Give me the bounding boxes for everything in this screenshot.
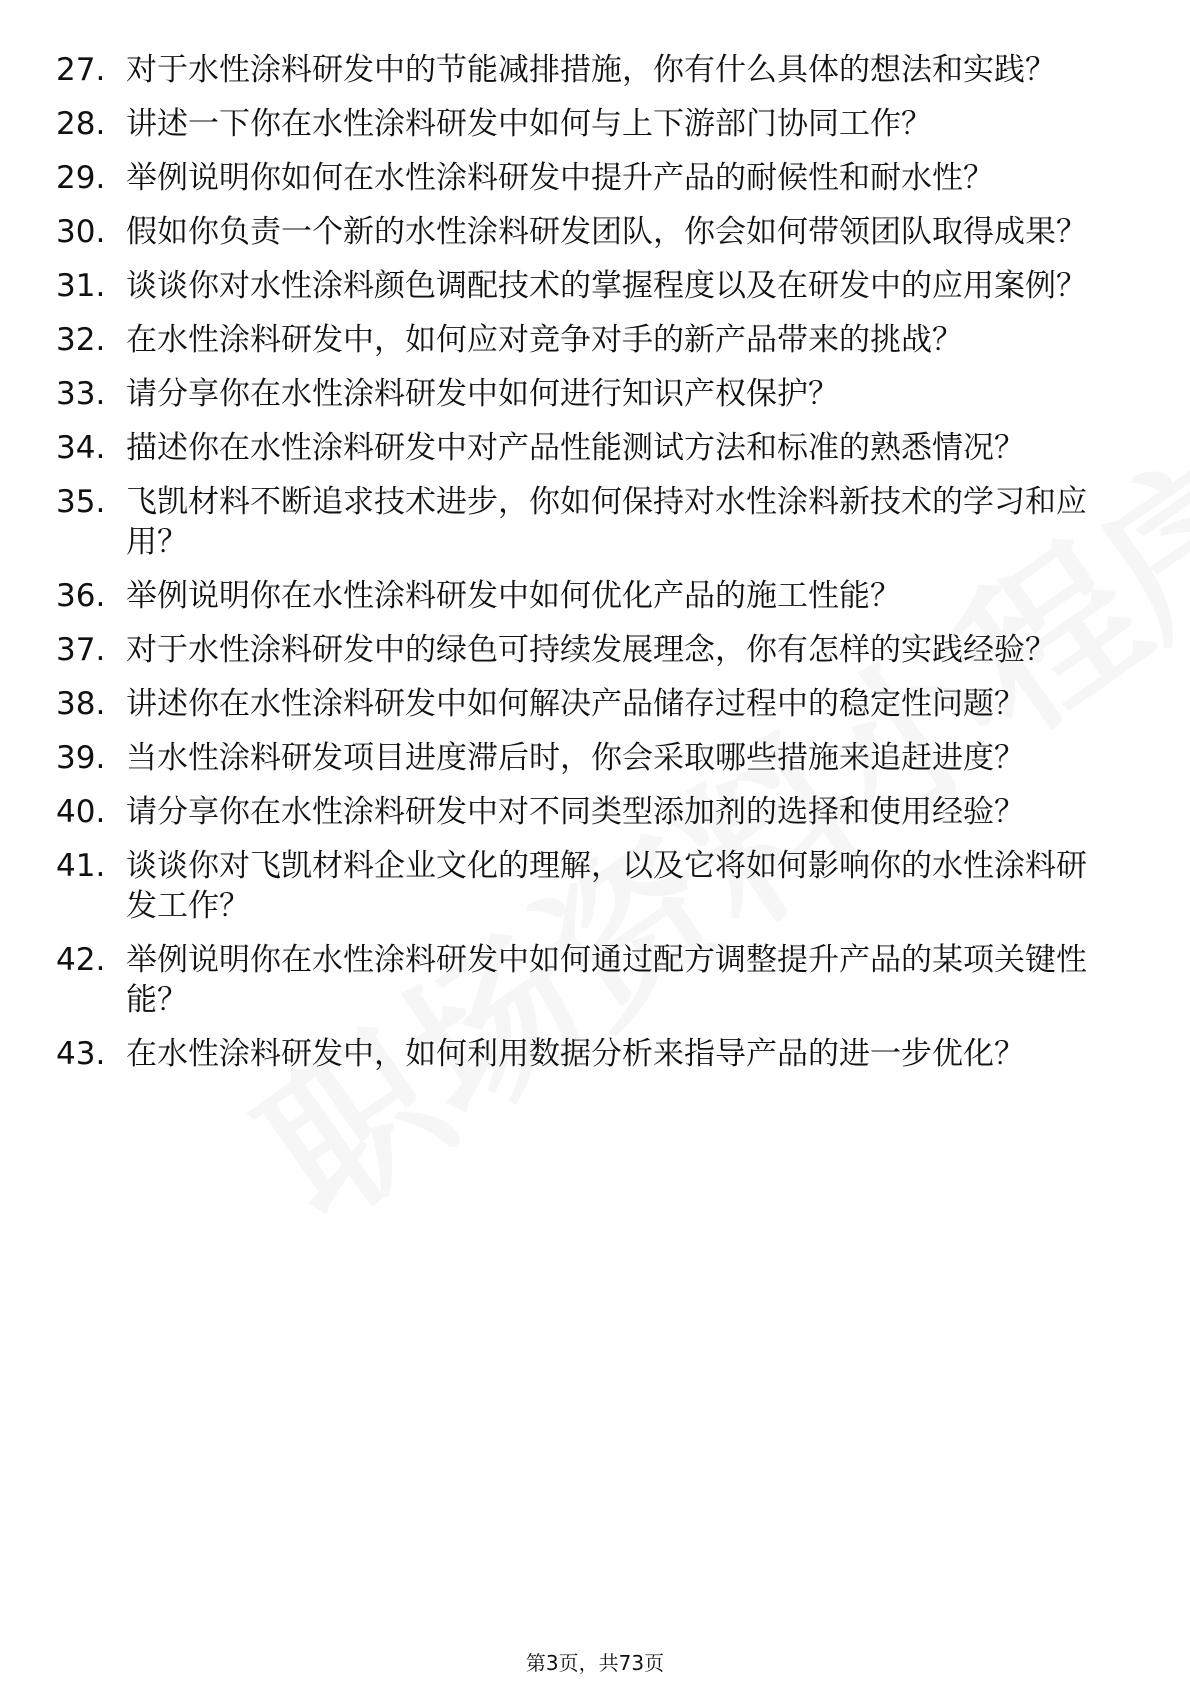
question-text: 在水性涂料研发中，如何利用数据分析来指导产品的进一步优化？ [126,1036,1025,1072]
question-list [0,50,1190,1074]
question-text: 讲述一下你在水性涂料研发中如何与上下游部门协同工作？ [126,106,932,142]
question-number: 30. [56,214,106,250]
question-text: 讲述你在水性涂料研发中如何解决产品储存过程中的稳定性问题？ [126,686,1025,722]
question-item [0,428,1190,468]
question-number: 31. [56,268,106,304]
question-text: 假如你负责一个新的水性涂料研发团队，你会如何带领团队取得成果？ [126,214,1087,250]
question-number: 34. [56,430,106,466]
question-item [0,684,1190,724]
question-number: 35. [56,484,106,520]
page-footer [0,1647,1190,1676]
page-number-text: 第3页，共73页 [525,1651,665,1675]
question-item [0,940,1190,1020]
question-text: 飞凯材料不断追求技术进步，你如何保持对水性涂料新技术的学习和应用？ [126,484,1087,560]
question-number: 38. [56,686,106,722]
question-item [0,374,1190,414]
question-text: 举例说明你在水性涂料研发中如何优化产品的施工性能？ [126,578,901,614]
question-text: 请分享你在水性涂料研发中对不同类型添加剂的选择和使用经验？ [126,794,1025,830]
question-text: 当水性涂料研发项目进度滞后时，你会采取哪些措施来追赶进度？ [126,740,1025,776]
question-page [0,50,1190,1088]
question-text: 举例说明你在水性涂料研发中如何通过配方调整提升产品的某项关键性能？ [126,942,1087,1018]
question-number: 36. [56,578,106,614]
question-text: 谈谈你对水性涂料颜色调配技术的掌握程度以及在研发中的应用案例？ [126,268,1087,304]
question-text: 对于水性涂料研发中的绿色可持续发展理念，你有怎样的实践经验？ [126,632,1056,668]
question-item [0,158,1190,198]
question-number: 41. [56,848,106,884]
question-item [0,482,1190,562]
question-item [0,630,1190,670]
question-number: 39. [56,740,106,776]
question-number: 33. [56,376,106,412]
question-text: 在水性涂料研发中，如何应对竞争对手的新产品带来的挑战？ [126,322,963,358]
question-item [0,576,1190,616]
question-text: 请分享你在水性涂料研发中如何进行知识产权保护？ [126,376,839,412]
question-item [0,792,1190,832]
question-item [0,846,1190,926]
question-item [0,1034,1190,1074]
question-text: 对于水性涂料研发中的节能减排措施，你有什么具体的想法和实践？ [126,52,1056,88]
question-item [0,266,1190,306]
question-number: 28. [56,106,106,142]
question-number: 29. [56,160,106,196]
question-item [0,320,1190,360]
question-number: 40. [56,794,106,830]
question-text: 描述你在水性涂料研发中对产品性能测试方法和标准的熟悉情况？ [126,430,1025,466]
question-number: 43. [56,1036,106,1072]
question-item [0,104,1190,144]
question-number: 32. [56,322,106,358]
question-item [0,212,1190,252]
question-number: 27. [56,52,106,88]
question-item [0,738,1190,778]
question-text: 谈谈你对飞凯材料企业文化的理解，以及它将如何影响你的水性涂料研发工作？ [126,848,1087,924]
question-number: 42. [56,942,106,978]
question-item [0,50,1190,90]
question-text: 举例说明你如何在水性涂料研发中提升产品的耐候性和耐水性？ [126,160,994,196]
question-number: 37. [56,632,106,668]
